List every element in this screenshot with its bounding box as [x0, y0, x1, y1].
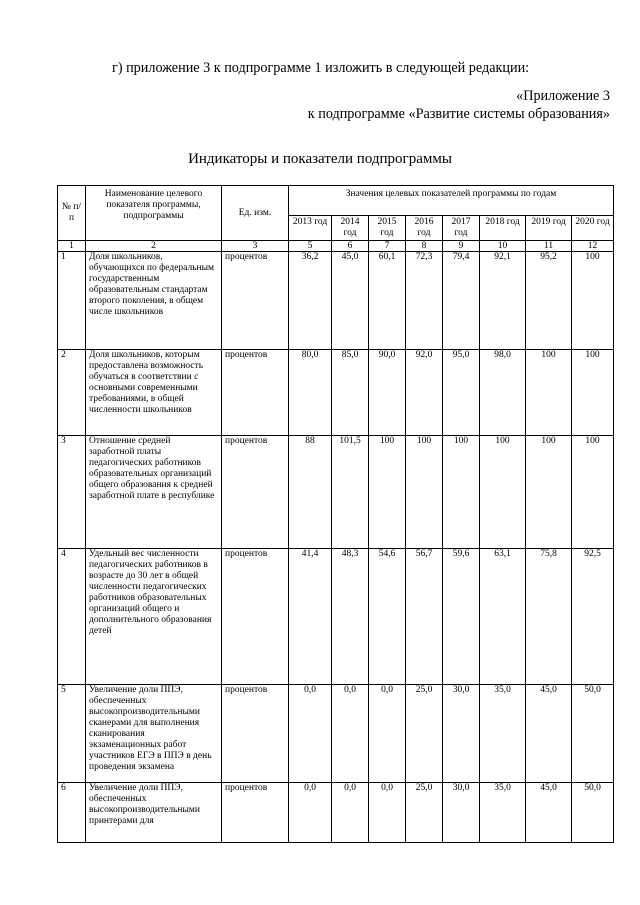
unit-cell: процентов	[222, 549, 289, 685]
value-cell: 92,0	[406, 350, 443, 436]
value-cell: 30,0	[443, 685, 480, 783]
value-cell: 25,0	[406, 783, 443, 843]
indicator-name: Увеличение доли ППЭ, обеспеченных высокопроизводительными сканерами для выполнения сканирования экзаменационных работ участников ЕГЭ в ППЭ в день проведения экзамена	[86, 685, 222, 783]
column-number: 11	[526, 241, 572, 252]
appendix-subheading: к подпрограмме «Развитие системы образования»	[307, 106, 610, 122]
row-number: 6	[58, 783, 86, 843]
column-number: 6	[332, 241, 369, 252]
column-number: 9	[443, 241, 480, 252]
table-row	[58, 685, 614, 783]
value-cell: 0,0	[369, 685, 406, 783]
value-cell: 48,3	[332, 549, 369, 685]
value-cell: 100	[526, 350, 572, 436]
column-number: 12	[572, 241, 614, 252]
value-cell: 0,0	[369, 783, 406, 843]
unit-cell: процентов	[222, 783, 289, 843]
intro-text: г) приложение 3 к подпрограмме 1 изложить в следующей редакции:	[112, 60, 530, 76]
value-cell: 100	[480, 436, 526, 549]
column-number: 10	[480, 241, 526, 252]
value-cell: 88	[289, 436, 332, 549]
value-cell: 72,3	[406, 252, 443, 350]
table-row	[58, 436, 614, 549]
page-title: Индикаторы и показатели подпрограммы	[188, 151, 452, 167]
value-cell: 60,1	[369, 252, 406, 350]
year-header: 2020 год	[572, 216, 614, 241]
column-number: 3	[222, 241, 289, 252]
year-header: 2015 год	[369, 216, 406, 241]
value-cell: 95,2	[526, 252, 572, 350]
value-cell: 30,0	[443, 783, 480, 843]
column-number: 2	[86, 241, 222, 252]
header-unit: Ед. изм.	[222, 186, 289, 241]
header-no: № п/п	[58, 186, 86, 241]
value-cell: 100	[443, 436, 480, 549]
value-cell: 92,5	[572, 549, 614, 685]
row-number: 2	[58, 350, 86, 436]
year-header: 2013 год	[289, 216, 332, 241]
table-row	[58, 252, 614, 350]
value-cell: 100	[526, 436, 572, 549]
year-header: 2014 год	[332, 216, 369, 241]
value-cell: 59,6	[443, 549, 480, 685]
column-number: 1	[58, 241, 86, 252]
header-values: Значения целевых показателей программы по годам	[289, 186, 614, 216]
value-cell: 50,0	[572, 685, 614, 783]
value-cell: 95,0	[443, 350, 480, 436]
value-cell: 35,0	[480, 783, 526, 843]
table-row	[58, 350, 614, 436]
row-number: 1	[58, 252, 86, 350]
value-cell: 0,0	[289, 783, 332, 843]
column-number: 7	[369, 241, 406, 252]
value-cell: 98,0	[480, 350, 526, 436]
unit-cell: процентов	[222, 436, 289, 549]
unit-cell: процентов	[222, 252, 289, 350]
indicator-name: Доля школьников, которым предоставлена возможность обучаться в соответствии с основными современными требованиями, в общей численности школьников	[86, 350, 222, 436]
value-cell: 100	[572, 350, 614, 436]
value-cell: 56,7	[406, 549, 443, 685]
year-header: 2018 год	[480, 216, 526, 241]
value-cell: 25,0	[406, 685, 443, 783]
value-cell: 36,2	[289, 252, 332, 350]
value-cell: 100	[572, 436, 614, 549]
value-cell: 101,5	[332, 436, 369, 549]
row-number: 3	[58, 436, 86, 549]
value-cell: 45,0	[526, 783, 572, 843]
column-number: 8	[406, 241, 443, 252]
indicator-name: Доля школьников, обучающихся по федеральным государственным образовательным стандартам второго поколения, в общем числе школьников	[86, 252, 222, 350]
header-name: Наименование целевого показателя программы, подпрограммы	[86, 186, 222, 241]
indicator-name: Увеличение доли ППЭ, обеспеченных высокопроизводительными принтерами для	[86, 783, 222, 843]
row-number: 4	[58, 549, 86, 685]
appendix-heading: «Приложение 3	[516, 88, 610, 104]
value-cell: 50,0	[572, 783, 614, 843]
row-number: 5	[58, 685, 86, 783]
value-cell: 0,0	[332, 783, 369, 843]
indicator-name: Отношение средней заработной платы педагогических работников образовательных организаций общего образования к средней заработной плате в республике	[86, 436, 222, 549]
value-cell: 0,0	[289, 685, 332, 783]
table-row	[58, 549, 614, 685]
value-cell: 45,0	[332, 252, 369, 350]
value-cell: 79,4	[443, 252, 480, 350]
value-cell: 75,8	[526, 549, 572, 685]
indicators-table	[57, 185, 614, 843]
value-cell: 80,0	[289, 350, 332, 436]
value-cell: 35,0	[480, 685, 526, 783]
value-cell: 100	[369, 436, 406, 549]
table-row	[58, 783, 614, 843]
value-cell: 90,0	[369, 350, 406, 436]
value-cell: 92,1	[480, 252, 526, 350]
unit-cell: процентов	[222, 350, 289, 436]
value-cell: 85,0	[332, 350, 369, 436]
value-cell: 45,0	[526, 685, 572, 783]
year-header: 2017 год	[443, 216, 480, 241]
value-cell: 0,0	[332, 685, 369, 783]
value-cell: 54,6	[369, 549, 406, 685]
value-cell: 41,4	[289, 549, 332, 685]
column-number: 5	[289, 241, 332, 252]
value-cell: 100	[572, 252, 614, 350]
year-header: 2016 год	[406, 216, 443, 241]
value-cell: 100	[406, 436, 443, 549]
unit-cell: процентов	[222, 685, 289, 783]
value-cell: 63,1	[480, 549, 526, 685]
indicator-name: Удельный вес численности педагогических работников в возрасте до 30 лет в общей численности педагогических работников образовательных организаций общего и дополнительного образования детей	[86, 549, 222, 685]
year-header: 2019 год	[526, 216, 572, 241]
